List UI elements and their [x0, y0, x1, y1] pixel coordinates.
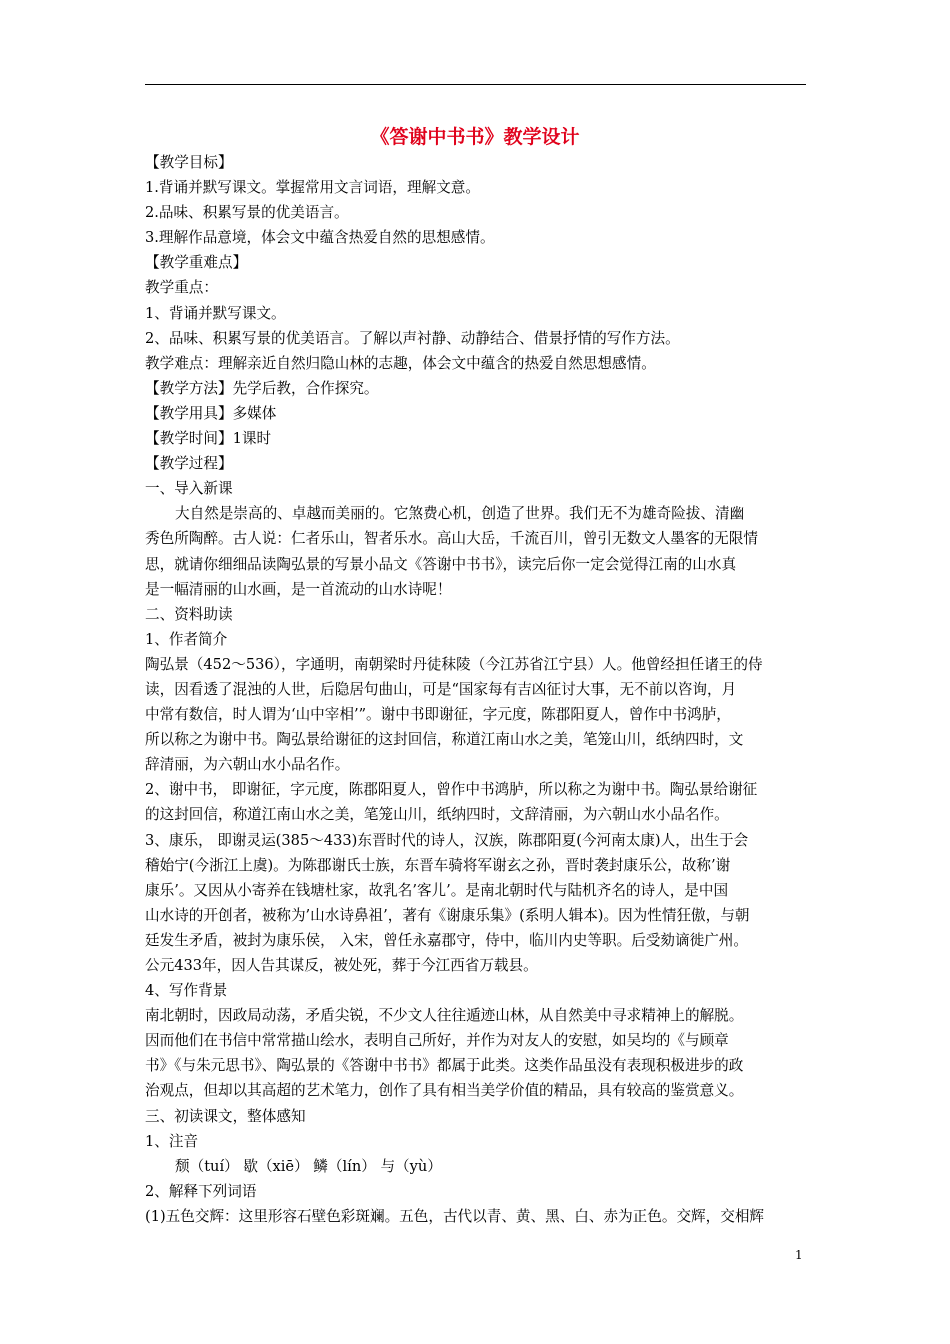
page-number: 1	[795, 1248, 803, 1262]
teaching-method: 【教学方法】先学后教，合作探究。	[145, 379, 379, 397]
paragraph-line: 公元433年，因人告其谋反，被处死，葬于今江西省万载县。	[145, 957, 538, 974]
key-point-item: 2、品味、积累写景的优美语言。了解以声衬静、动静结合、借景抒情的写作方法。	[145, 329, 680, 347]
paragraph-line: 中常有数信，时人谓为‘山中宰相’”。谢中书即谢征，字元度，陈郡阳夏人，曾作中书鸿胪，	[145, 706, 731, 724]
paragraph-line: 是一幅清丽的山水画，是一首流动的山水诗呢！	[145, 580, 452, 598]
item-heading: 4、写作背景	[145, 982, 228, 1000]
item-heading: 1、注音	[145, 1132, 199, 1150]
subsection-heading: 三、初读课文，整体感知	[145, 1107, 306, 1125]
objective-item: 2.品味、积累写景的优美语言。	[145, 204, 349, 222]
difficulty-line: 教学难点：理解亲近自然归隐山林的志趣，体会文中蕴含的热爱自然思想感情。	[145, 354, 656, 372]
key-points-label: 教学重点：	[145, 279, 218, 297]
paragraph-line: 3、康乐， 即谢灵运(385～433)东晋时代的诗人，汉族，陈郡阳夏(今河南太康)人，出生于会	[145, 831, 749, 849]
paragraph-line: (1)五色交辉：这里形容石壁色彩斑斓。五色，古代以青、黄、黑、白、赤为正色。交辉，交相辉	[145, 1207, 765, 1225]
document-title: 《答谢中书书》教学设计	[370, 126, 580, 148]
item-heading: 1、作者简介	[145, 630, 228, 648]
paragraph-line: 康乐’。又因从小寄养在钱塘杜家，故乳名’客儿’。是南北朝时代与陆机齐名的诗人，是中国	[145, 881, 729, 899]
objective-item: 1.背诵并默写课文。掌握常用文言词语，理解文意。	[145, 179, 480, 197]
objective-item: 3.理解作品意境，体会文中蕴含热爱自然的思想感情。	[145, 229, 495, 247]
paragraph-line: 廷发生矛盾，被封为康乐侯， 入宋，曾任永嘉郡守，侍中，临川内史等职。后受劾谪徙广州。	[145, 931, 748, 949]
paragraph-line: 所以称之为谢中书。陶弘景给谢征的这封回信，称道江南山水之美，笔笼山川，纸纳四时，文	[145, 731, 744, 749]
section-heading-objectives: 【教学目标】	[145, 154, 233, 171]
paragraph-line: 的这封回信，称道江南山水之美，笔笼山川，纸纳四时，文辞清丽，为六朝山水小品名作。	[145, 806, 729, 824]
key-point-item: 1、背诵并默写课文。	[145, 304, 286, 322]
paragraph-line: 稽始宁(今浙江上虞)。为陈郡谢氏士族，东晋车骑将军谢玄之孙，晋时袭封康乐公，故称’谢	[145, 856, 731, 874]
paragraph-line: 读，因看透了混浊的人世，后隐居句曲山，可是“国家每有吉凶征讨大事，无不前以咨询，月	[145, 680, 737, 698]
section-heading-process: 【教学过程】	[145, 455, 233, 473]
paragraph-line: 思，就请你细细品读陶弘景的写景小品文《答谢中书书》，读完后你一定会觉得江南的山水真	[145, 555, 737, 573]
paragraph-line: 山水诗的开创者，被称为’山水诗鼻祖’，著有《谢康乐集》(系明人辑本)。因为性情狂傲，与朝	[145, 906, 750, 924]
teaching-time: 【教学时间】1课时	[145, 430, 272, 448]
subsection-heading: 一、导入新课	[145, 480, 233, 498]
teaching-tools: 【教学用具】多媒体	[145, 404, 277, 422]
paragraph-line: 2、谢中书， 即谢征，字元度，陈郡阳夏人，曾作中书鸿胪，所以称之为谢中书。陶弘景给谢征	[145, 781, 758, 799]
header-rule	[145, 84, 806, 85]
paragraph-line: 治观点，但却以其高超的艺术笔力，创作了具有相当美学价值的精品，具有较高的鉴赏意义。	[145, 1082, 744, 1100]
pronunciation-line: 颓（tuí） 歇（xiē） 鳞（lín） 与（yù）	[175, 1157, 442, 1175]
paragraph-line: 辞清丽，为六朝山水小品名作。	[145, 756, 350, 774]
paragraph-line: 南北朝时，因政局动荡，矛盾尖锐，不少文人往往遁迹山林，从自然美中寻求精神上的解脱。	[145, 1007, 744, 1025]
section-heading-key-points: 【教学重难点】	[145, 254, 248, 272]
item-heading: 2、解释下列词语	[145, 1182, 257, 1200]
paragraph-line: 书》《与朱元思书》、陶弘景的《答谢中书书》都属于此类。这类作品虽没有表现积极进步的政	[145, 1057, 744, 1075]
subsection-heading: 二、资料助读	[145, 605, 233, 623]
paragraph-line: 秀色所陶醉。古人说：仁者乐山，智者乐水。高山大岳，千流百川，曾引无数文人墨客的无限情	[145, 530, 758, 548]
paragraph-line: 因而他们在书信中常常描山绘水，表明自己所好，并作为对友人的安慰，如吴均的《与顾章	[145, 1032, 729, 1050]
paragraph-line: 大自然是崇高的、卓越而美丽的。它煞费心机，创造了世界。我们无不为雄奇险拔、清幽	[175, 505, 745, 523]
document-body	[145, 150, 806, 1229]
paragraph-line: 陶弘景（452～536），字通明，南朝梁时丹徒秣陵（今江苏省江宁县）人。他曾经担任诸王的侍	[145, 655, 763, 673]
